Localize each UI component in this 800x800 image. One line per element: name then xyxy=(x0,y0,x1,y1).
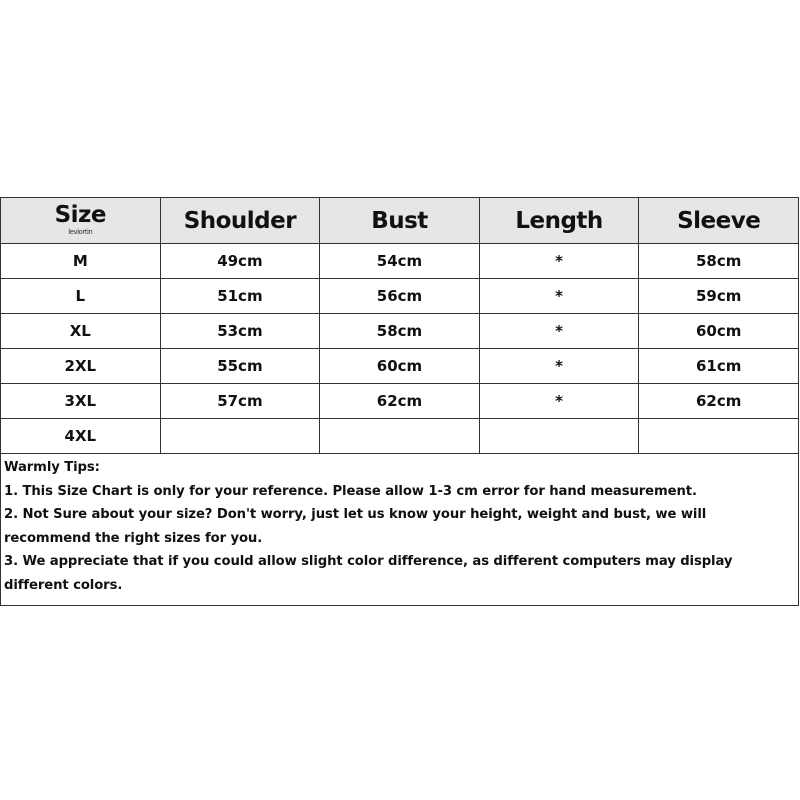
header-bust: Bust xyxy=(320,198,480,244)
cell-length: * xyxy=(479,279,639,314)
table-row xyxy=(1,349,799,384)
cell-length: * xyxy=(479,244,639,279)
cell-sleeve: 59cm xyxy=(639,279,799,314)
cell-size: XL xyxy=(1,314,161,349)
cell-size: 3XL xyxy=(1,384,161,419)
header-sleeve: Sleeve xyxy=(639,198,799,244)
table-row xyxy=(1,384,799,419)
tip-item: 1. This Size Chart is only for your reference. Please allow 1-3 cm error for hand measurement. xyxy=(4,483,697,499)
cell-bust: 54cm xyxy=(320,244,480,279)
tip-item: 2. Not Sure about your size? Don't worry, just let us know your height, weight and bust, we will recommend the right sizes for you. xyxy=(4,507,707,546)
cell-bust: 56cm xyxy=(320,279,480,314)
cell-sleeve: 58cm xyxy=(639,244,799,279)
brand-subtitle: leviortin xyxy=(68,228,93,236)
header-row xyxy=(1,198,799,244)
cell-size: 4XL xyxy=(1,419,161,454)
header-size-label: Size xyxy=(54,202,107,228)
cell-size: L xyxy=(1,279,161,314)
table-row xyxy=(1,244,799,279)
table-row xyxy=(1,314,799,349)
cell-bust: 62cm xyxy=(320,384,480,419)
cell-shoulder: 55cm xyxy=(160,349,320,384)
cell-bust xyxy=(320,419,480,454)
header-shoulder: Shoulder xyxy=(160,198,320,244)
cell-sleeve: 60cm xyxy=(639,314,799,349)
cell-shoulder: 57cm xyxy=(160,384,320,419)
tips-title: Warmly Tips: xyxy=(4,460,100,475)
header-size xyxy=(1,198,161,244)
cell-bust: 60cm xyxy=(320,349,480,384)
cell-sleeve: 61cm xyxy=(639,349,799,384)
table-row xyxy=(1,419,799,454)
cell-length: * xyxy=(479,314,639,349)
cell-bust: 58cm xyxy=(320,314,480,349)
cell-shoulder: 51cm xyxy=(160,279,320,314)
header-length: Length xyxy=(479,198,639,244)
cell-sleeve: 62cm xyxy=(639,384,799,419)
size-table xyxy=(0,197,799,454)
cell-length: * xyxy=(479,349,639,384)
cell-sleeve xyxy=(639,419,799,454)
tips-box xyxy=(0,454,799,606)
tip-item: 3. We appreciate that if you could allow slight color difference, as different computers may display different colors. xyxy=(4,554,733,593)
cell-shoulder: 49cm xyxy=(160,244,320,279)
table-row xyxy=(1,279,799,314)
size-chart xyxy=(0,197,799,606)
cell-shoulder xyxy=(160,419,320,454)
cell-size: 2XL xyxy=(1,349,161,384)
cell-length xyxy=(479,419,639,454)
cell-shoulder: 53cm xyxy=(160,314,320,349)
cell-length: * xyxy=(479,384,639,419)
cell-size: M xyxy=(1,244,161,279)
